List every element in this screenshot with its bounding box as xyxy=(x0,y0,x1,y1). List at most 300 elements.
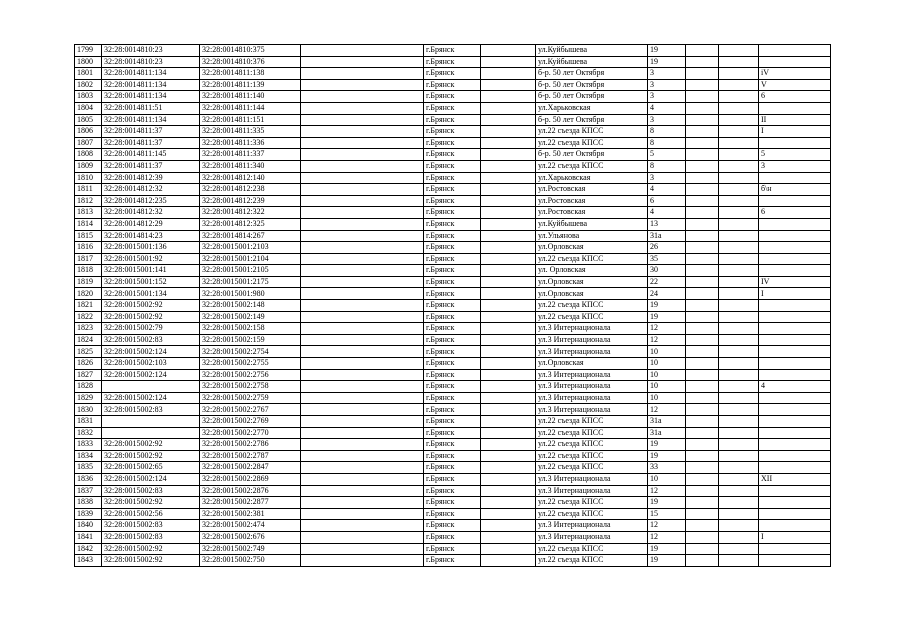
blank-cell xyxy=(301,369,424,381)
blank-cell xyxy=(719,207,759,219)
blank-cell xyxy=(686,126,719,138)
city-cell: г.Брянск xyxy=(424,45,481,57)
blank-cell xyxy=(301,497,424,509)
city-cell: г.Брянск xyxy=(424,230,481,242)
parent-cadastral-number-cell: 32:28:0014814:23 xyxy=(102,230,200,242)
city-cell: г.Брянск xyxy=(424,126,481,138)
blank-cell xyxy=(301,114,424,126)
row-number-cell: 1819 xyxy=(75,276,102,288)
parent-cadastral-number-cell: 32:28:0015002:83 xyxy=(102,404,200,416)
table-row xyxy=(75,253,831,265)
row-number-cell: 1839 xyxy=(75,508,102,520)
blank-cell xyxy=(481,126,536,138)
row-number-cell: 1813 xyxy=(75,207,102,219)
premises-number-cell xyxy=(759,218,831,230)
house-number-cell: 3 xyxy=(648,79,686,91)
cadastral-number-cell: 32:28:0015002:2756 xyxy=(200,369,301,381)
parent-cadastral-number-cell xyxy=(102,416,200,428)
parent-cadastral-number-cell: 32:28:0015002:92 xyxy=(102,543,200,555)
cadastral-number-cell: 32:28:0014810:375 xyxy=(200,45,301,57)
blank-cell xyxy=(719,381,759,393)
parent-cadastral-number-cell: 32:28:0014811:134 xyxy=(102,114,200,126)
table-row xyxy=(75,369,831,381)
house-number-cell: 12 xyxy=(648,404,686,416)
blank-cell xyxy=(481,508,536,520)
parent-cadastral-number-cell: 32:28:0014811:51 xyxy=(102,102,200,114)
house-number-cell: 3 xyxy=(648,91,686,103)
street-cell: ул.22 съезда КПСС xyxy=(536,462,648,474)
blank-cell xyxy=(481,160,536,172)
row-number-cell: 1816 xyxy=(75,242,102,254)
premises-number-cell xyxy=(759,56,831,68)
table-row xyxy=(75,543,831,555)
blank-cell xyxy=(481,79,536,91)
house-number-cell: 10 xyxy=(648,381,686,393)
cadastral-number-cell: 32:28:0015002:2877 xyxy=(200,497,301,509)
street-cell: ул.3 Интернационала xyxy=(536,381,648,393)
street-cell: ул.22 съезда КПСС xyxy=(536,300,648,312)
blank-cell xyxy=(686,56,719,68)
parent-cadastral-number-cell: 32:28:0015002:83 xyxy=(102,334,200,346)
blank-cell xyxy=(301,56,424,68)
blank-cell xyxy=(481,172,536,184)
row-number-cell: 1833 xyxy=(75,439,102,451)
street-cell: ул.3 Интернационала xyxy=(536,404,648,416)
blank-cell xyxy=(686,184,719,196)
city-cell: г.Брянск xyxy=(424,149,481,161)
table-row xyxy=(75,114,831,126)
cadastral-number-cell: 32:28:0015002:750 xyxy=(200,555,301,567)
premises-number-cell xyxy=(759,195,831,207)
house-number-cell: 4 xyxy=(648,102,686,114)
blank-cell xyxy=(481,427,536,439)
street-cell: ул.22 съезда КПСС xyxy=(536,253,648,265)
blank-cell xyxy=(481,381,536,393)
street-cell: ул.Орловская xyxy=(536,358,648,370)
parent-cadastral-number-cell: 32:28:0015002:65 xyxy=(102,462,200,474)
city-cell: г.Брянск xyxy=(424,531,481,543)
street-cell: ул.Харьковская xyxy=(536,102,648,114)
table-row xyxy=(75,91,831,103)
premises-number-cell xyxy=(759,392,831,404)
blank-cell xyxy=(481,91,536,103)
table-row xyxy=(75,392,831,404)
table-row xyxy=(75,462,831,474)
blank-cell xyxy=(481,253,536,265)
row-number-cell: 1827 xyxy=(75,369,102,381)
street-cell: ул.3 Интернационала xyxy=(536,531,648,543)
parent-cadastral-number-cell xyxy=(102,381,200,393)
parent-cadastral-number-cell: 32:28:0015002:92 xyxy=(102,439,200,451)
blank-cell xyxy=(719,160,759,172)
blank-cell xyxy=(686,520,719,532)
blank-cell xyxy=(301,172,424,184)
city-cell: г.Брянск xyxy=(424,334,481,346)
city-cell: г.Брянск xyxy=(424,102,481,114)
premises-number-cell xyxy=(759,45,831,57)
row-number-cell: 1812 xyxy=(75,195,102,207)
blank-cell xyxy=(481,218,536,230)
blank-cell xyxy=(686,404,719,416)
blank-cell xyxy=(686,358,719,370)
premises-number-cell xyxy=(759,416,831,428)
street-cell: ул.Орловская xyxy=(536,288,648,300)
blank-cell xyxy=(481,45,536,57)
row-number-cell: 1803 xyxy=(75,91,102,103)
cadastral-number-cell: 32:28:0015001:2104 xyxy=(200,253,301,265)
cadastral-number-cell: 32:28:0014814:267 xyxy=(200,230,301,242)
table-row xyxy=(75,520,831,532)
city-cell: г.Брянск xyxy=(424,520,481,532)
blank-cell xyxy=(481,358,536,370)
blank-cell xyxy=(686,300,719,312)
parent-cadastral-number-cell: 32:28:0014811:145 xyxy=(102,149,200,161)
blank-cell xyxy=(301,126,424,138)
street-cell: ул.22 съезда КПСС xyxy=(536,416,648,428)
cadastral-number-cell: 32:28:0015002:749 xyxy=(200,543,301,555)
row-number-cell: 1805 xyxy=(75,114,102,126)
blank-cell xyxy=(686,91,719,103)
city-cell: г.Брянск xyxy=(424,68,481,80)
blank-cell xyxy=(686,288,719,300)
cadastral-number-cell: 32:28:0015001:980 xyxy=(200,288,301,300)
street-cell: ул.22 съезда КПСС xyxy=(536,137,648,149)
street-cell: ул.3 Интернационала xyxy=(536,473,648,485)
blank-cell xyxy=(719,195,759,207)
table-row xyxy=(75,137,831,149)
cadastral-number-cell: 32:28:0015001:2103 xyxy=(200,242,301,254)
cadastral-number-cell: 32:28:0015002:2767 xyxy=(200,404,301,416)
city-cell: г.Брянск xyxy=(424,137,481,149)
blank-cell xyxy=(719,334,759,346)
parent-cadastral-number-cell: 32:28:0015002:92 xyxy=(102,300,200,312)
parent-cadastral-number-cell: 32:28:0015002:92 xyxy=(102,450,200,462)
blank-cell xyxy=(719,114,759,126)
house-number-cell: 35 xyxy=(648,253,686,265)
premises-number-cell: IV xyxy=(759,276,831,288)
blank-cell xyxy=(301,404,424,416)
blank-cell xyxy=(301,276,424,288)
blank-cell xyxy=(719,520,759,532)
blank-cell xyxy=(686,346,719,358)
house-number-cell: 10 xyxy=(648,358,686,370)
cadastral-number-cell: 32:28:0014811:151 xyxy=(200,114,301,126)
blank-cell xyxy=(686,450,719,462)
city-cell: г.Брянск xyxy=(424,497,481,509)
blank-cell xyxy=(301,91,424,103)
blank-cell xyxy=(301,427,424,439)
table-row xyxy=(75,68,831,80)
city-cell: г.Брянск xyxy=(424,439,481,451)
city-cell: г.Брянск xyxy=(424,253,481,265)
house-number-cell: 10 xyxy=(648,346,686,358)
house-number-cell: 22 xyxy=(648,276,686,288)
city-cell: г.Брянск xyxy=(424,79,481,91)
blank-cell xyxy=(719,555,759,567)
blank-cell xyxy=(301,300,424,312)
parent-cadastral-number-cell: 32:28:0015001:134 xyxy=(102,288,200,300)
house-number-cell: 4 xyxy=(648,184,686,196)
city-cell: г.Брянск xyxy=(424,114,481,126)
row-number-cell: 1841 xyxy=(75,531,102,543)
row-number-cell: 1838 xyxy=(75,497,102,509)
table-row xyxy=(75,149,831,161)
cadastral-number-cell: 32:28:0015002:148 xyxy=(200,300,301,312)
blank-cell xyxy=(301,381,424,393)
blank-cell xyxy=(686,462,719,474)
house-number-cell: 19 xyxy=(648,311,686,323)
city-cell: г.Брянск xyxy=(424,555,481,567)
house-number-cell: 19 xyxy=(648,56,686,68)
blank-cell xyxy=(301,218,424,230)
premises-number-cell xyxy=(759,462,831,474)
house-number-cell: 8 xyxy=(648,160,686,172)
table-row xyxy=(75,404,831,416)
blank-cell xyxy=(301,311,424,323)
cadastral-number-cell: 32:28:0014811:138 xyxy=(200,68,301,80)
row-number-cell: 1820 xyxy=(75,288,102,300)
parent-cadastral-number-cell: 32:28:0014812:29 xyxy=(102,218,200,230)
parent-cadastral-number-cell xyxy=(102,427,200,439)
premises-number-cell: II xyxy=(759,114,831,126)
house-number-cell: 15 xyxy=(648,508,686,520)
blank-cell xyxy=(719,184,759,196)
blank-cell xyxy=(301,485,424,497)
cadastral-number-cell: 32:28:0015002:2787 xyxy=(200,450,301,462)
table-row xyxy=(75,450,831,462)
row-number-cell: 1828 xyxy=(75,381,102,393)
blank-cell xyxy=(719,300,759,312)
blank-cell xyxy=(719,323,759,335)
blank-cell xyxy=(301,520,424,532)
blank-cell xyxy=(686,555,719,567)
house-number-cell: 12 xyxy=(648,531,686,543)
house-number-cell: 19 xyxy=(648,439,686,451)
house-number-cell: 19 xyxy=(648,497,686,509)
city-cell: г.Брянск xyxy=(424,416,481,428)
cadastral-number-cell: 32:28:0014812:325 xyxy=(200,218,301,230)
street-cell: ул.Куйбышева xyxy=(536,45,648,57)
blank-cell xyxy=(481,543,536,555)
blank-cell xyxy=(301,543,424,555)
blank-cell xyxy=(719,45,759,57)
premises-number-cell xyxy=(759,427,831,439)
blank-cell xyxy=(686,253,719,265)
blank-cell xyxy=(686,79,719,91)
table-row xyxy=(75,300,831,312)
street-cell: ул.Харьковская xyxy=(536,172,648,184)
premises-number-cell xyxy=(759,334,831,346)
blank-cell xyxy=(686,416,719,428)
street-cell: ул.3 Интернационала xyxy=(536,346,648,358)
city-cell: г.Брянск xyxy=(424,369,481,381)
row-number-cell: 1822 xyxy=(75,311,102,323)
blank-cell xyxy=(481,439,536,451)
city-cell: г.Брянск xyxy=(424,242,481,254)
row-number-cell: 1818 xyxy=(75,265,102,277)
table-row xyxy=(75,195,831,207)
house-number-cell: 3 xyxy=(648,68,686,80)
blank-cell xyxy=(301,392,424,404)
parent-cadastral-number-cell: 32:28:0014810:23 xyxy=(102,45,200,57)
premises-number-cell xyxy=(759,230,831,242)
row-number-cell: 1815 xyxy=(75,230,102,242)
table-row xyxy=(75,56,831,68)
parent-cadastral-number-cell: 32:28:0015002:124 xyxy=(102,346,200,358)
blank-cell xyxy=(301,160,424,172)
street-cell: ул.22 съезда КПСС xyxy=(536,508,648,520)
premises-number-cell xyxy=(759,311,831,323)
blank-cell xyxy=(481,276,536,288)
table-row xyxy=(75,346,831,358)
street-cell: ул.Орловская xyxy=(536,242,648,254)
blank-cell xyxy=(301,462,424,474)
cadastral-number-cell: 32:28:0015002:2869 xyxy=(200,473,301,485)
blank-cell xyxy=(301,79,424,91)
blank-cell xyxy=(481,485,536,497)
parent-cadastral-number-cell: 32:28:0015001:136 xyxy=(102,242,200,254)
blank-cell xyxy=(301,439,424,451)
blank-cell xyxy=(686,68,719,80)
parent-cadastral-number-cell: 32:28:0015002:124 xyxy=(102,473,200,485)
parent-cadastral-number-cell: 32:28:0014811:134 xyxy=(102,79,200,91)
row-number-cell: 1834 xyxy=(75,450,102,462)
blank-cell xyxy=(481,497,536,509)
blank-cell xyxy=(481,462,536,474)
blank-cell xyxy=(301,207,424,219)
cadastral-number-cell: 32:28:0014811:139 xyxy=(200,79,301,91)
blank-cell xyxy=(719,172,759,184)
table-row xyxy=(75,531,831,543)
blank-cell xyxy=(481,416,536,428)
table-row xyxy=(75,172,831,184)
blank-cell xyxy=(686,369,719,381)
blank-cell xyxy=(719,346,759,358)
house-number-cell: 8 xyxy=(648,126,686,138)
blank-cell xyxy=(686,485,719,497)
cadastral-number-cell: 32:28:0015002:2759 xyxy=(200,392,301,404)
city-cell: г.Брянск xyxy=(424,358,481,370)
row-number-cell: 1806 xyxy=(75,126,102,138)
city-cell: г.Брянск xyxy=(424,543,481,555)
row-number-cell: 1807 xyxy=(75,137,102,149)
street-cell: ул.3 Интернационала xyxy=(536,520,648,532)
row-number-cell: 1811 xyxy=(75,184,102,196)
cadastral-number-cell: 32:28:0015002:2755 xyxy=(200,358,301,370)
blank-cell xyxy=(481,207,536,219)
table-row xyxy=(75,184,831,196)
cadastral-number-cell: 32:28:0015002:2758 xyxy=(200,381,301,393)
blank-cell xyxy=(481,555,536,567)
house-number-cell: 19 xyxy=(648,45,686,57)
row-number-cell: 1824 xyxy=(75,334,102,346)
blank-cell xyxy=(686,265,719,277)
blank-cell xyxy=(686,102,719,114)
parent-cadastral-number-cell: 32:28:0015002:83 xyxy=(102,520,200,532)
cadastral-number-cell: 32:28:0015002:2847 xyxy=(200,462,301,474)
blank-cell xyxy=(719,485,759,497)
table-row xyxy=(75,497,831,509)
row-number-cell: 1802 xyxy=(75,79,102,91)
blank-cell xyxy=(481,195,536,207)
blank-cell xyxy=(719,427,759,439)
premises-number-cell xyxy=(759,346,831,358)
street-cell: ул. Орловская xyxy=(536,265,648,277)
house-number-cell: 12 xyxy=(648,520,686,532)
city-cell: г.Брянск xyxy=(424,288,481,300)
street-cell: ул.3 Интернационала xyxy=(536,323,648,335)
blank-cell xyxy=(301,555,424,567)
blank-cell xyxy=(719,392,759,404)
row-number-cell: 1832 xyxy=(75,427,102,439)
cadastral-number-cell: 32:28:0015001:2105 xyxy=(200,265,301,277)
house-number-cell: 10 xyxy=(648,369,686,381)
row-number-cell: 1836 xyxy=(75,473,102,485)
premises-number-cell xyxy=(759,520,831,532)
parent-cadastral-number-cell: 32:28:0015002:92 xyxy=(102,497,200,509)
house-number-cell: 19 xyxy=(648,450,686,462)
street-cell: ул.22 съезда КПСС xyxy=(536,126,648,138)
table-row xyxy=(75,126,831,138)
blank-cell xyxy=(481,114,536,126)
premises-number-cell xyxy=(759,497,831,509)
cadastral-number-cell: 32:28:0014812:238 xyxy=(200,184,301,196)
blank-cell xyxy=(481,149,536,161)
blank-cell xyxy=(481,346,536,358)
cadastral-number-cell: 32:28:0015002:2786 xyxy=(200,439,301,451)
street-cell: ул.3 Интернационала xyxy=(536,334,648,346)
parent-cadastral-number-cell: 32:28:0015002:83 xyxy=(102,485,200,497)
table-row xyxy=(75,508,831,520)
parent-cadastral-number-cell: 32:28:0014812:32 xyxy=(102,207,200,219)
property-registry-table xyxy=(74,44,831,567)
parent-cadastral-number-cell: 32:28:0015002:124 xyxy=(102,369,200,381)
blank-cell xyxy=(481,68,536,80)
city-cell: г.Брянск xyxy=(424,311,481,323)
street-cell: б-р. 50 лет Октября xyxy=(536,149,648,161)
blank-cell xyxy=(481,323,536,335)
city-cell: г.Брянск xyxy=(424,265,481,277)
house-number-cell: 12 xyxy=(648,323,686,335)
table-row xyxy=(75,485,831,497)
table-row xyxy=(75,439,831,451)
street-cell: ул.22 съезда КПСС xyxy=(536,160,648,172)
blank-cell xyxy=(686,114,719,126)
row-number-cell: 1809 xyxy=(75,160,102,172)
blank-cell xyxy=(719,276,759,288)
blank-cell xyxy=(481,102,536,114)
blank-cell xyxy=(481,137,536,149)
parent-cadastral-number-cell: 32:28:0015002:124 xyxy=(102,392,200,404)
table-row xyxy=(75,555,831,567)
blank-cell xyxy=(301,137,424,149)
premises-number-cell: 4 xyxy=(759,381,831,393)
blank-cell xyxy=(301,473,424,485)
house-number-cell: 6 xyxy=(648,195,686,207)
cadastral-number-cell: 32:28:0014812:239 xyxy=(200,195,301,207)
premises-number-cell xyxy=(759,358,831,370)
blank-cell xyxy=(301,508,424,520)
premises-number-cell: I xyxy=(759,531,831,543)
table-row xyxy=(75,311,831,323)
blank-cell xyxy=(719,79,759,91)
blank-cell xyxy=(719,404,759,416)
premises-number-cell xyxy=(759,450,831,462)
table-row xyxy=(75,207,831,219)
row-number-cell: 1808 xyxy=(75,149,102,161)
house-number-cell: 3 xyxy=(648,114,686,126)
blank-cell xyxy=(719,439,759,451)
